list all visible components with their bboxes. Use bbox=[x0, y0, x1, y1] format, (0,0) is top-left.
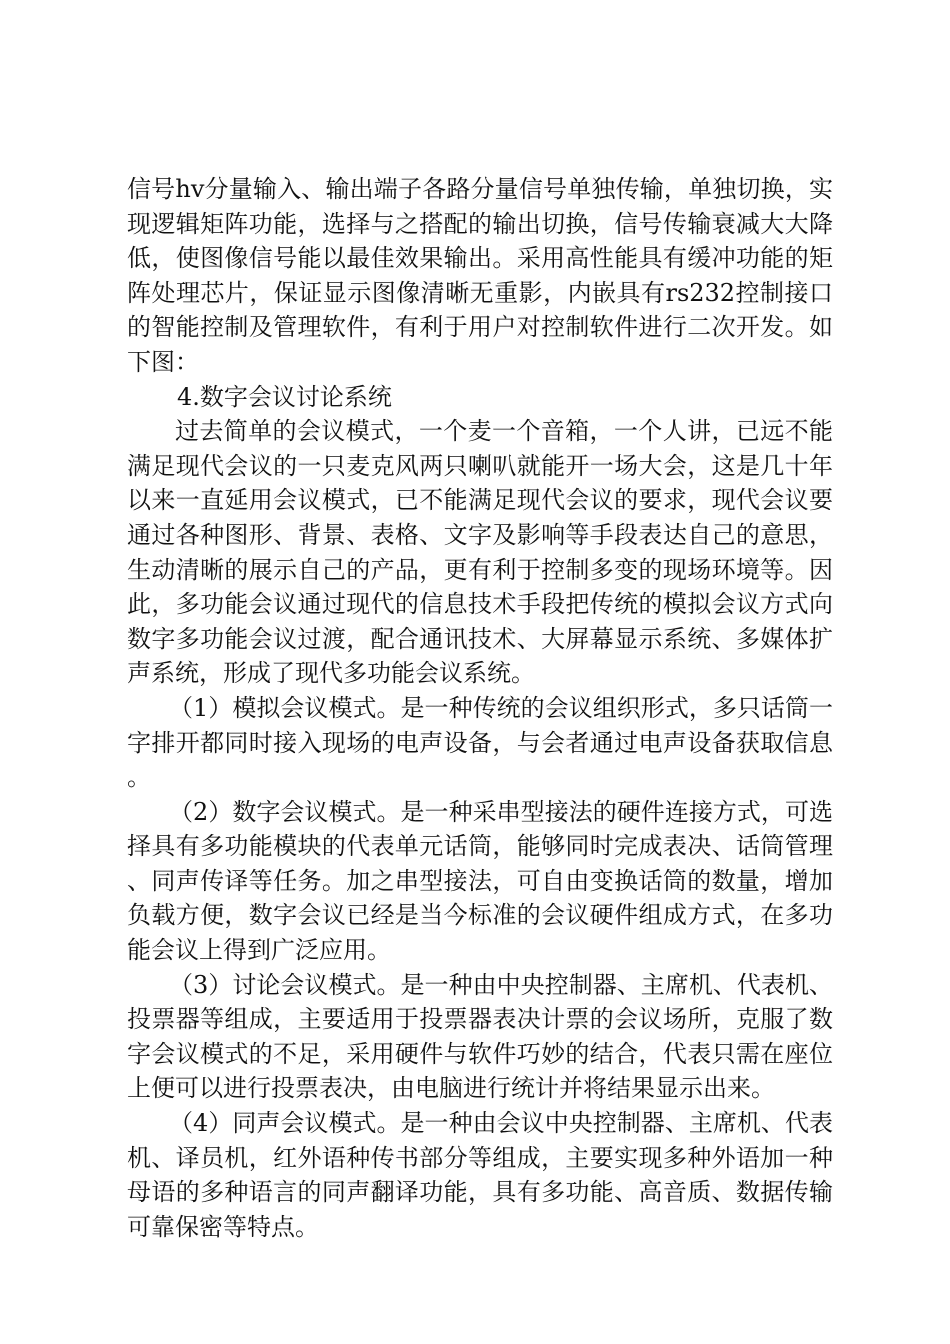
paragraph-item-2: （2）数字会议模式。是一种采串型接法的硬件连接方式，可选择具有多功能模块的代表单元话筒，能够同时完成表决、话筒管理、同声传译等任务。加之串型接法，可自由变换话筒的数量，增加负载方便，数字会议已经是当今标准的会议硬件组成方式，在多功能会议上得到广泛应用。 bbox=[127, 797, 833, 965]
paragraph-intro: 信号hv分量输入、输出端子各路分量信号单独传输，单独切换，实现逻辑矩阵功能，选择与之搭配的输出切换，信号传输衰减大大降低，使图像信号能以最佳效果输出。采用高性能具有缓冲功能的矩阵处理芯片，保证显示图像清晰无重影，内嵌具有rs232控制接口的智能控制及管理软件，有利于用户对控制软件进行二次开发。如下图： bbox=[127, 175, 833, 376]
paragraph-item-4: （4）同声会议模式。是一种由会议中央控制器、主席机、代表机、译员机，红外语种传书部分等组成，主要实现多种外语加一种母语的多种语言的同声翻译功能，具有多功能、高音质、数据传输可靠保密等特点。 bbox=[127, 1109, 833, 1241]
document-page bbox=[127, 172, 833, 1244]
paragraph-overview: 过去简单的会议模式，一个麦一个音箱，一个人讲，已远不能满足现代会议的一只麦克风两只喇叭就能开一场大会，这是几十年以来一直延用会议模式，已不能满足现代会议的要求，现代会议要通过各种图形、背景、表格、文字及影响等手段表达自己的意思，生动清晰的展示自己的产品，更有利于控制多变的现场环境等。因此，多功能会议通过现代的信息技术手段把传统的模拟会议方式向数字多功能会议过渡，配合通讯技术、大屏幕显示系统、多媒体扩声系统，形成了现代多功能会议系统。 bbox=[127, 417, 833, 688]
paragraph-item-3: （3）讨论会议模式。是一种由中央控制器、主席机、代表机、投票器等组成，主要适用于投票器表决计票的会议场所，克服了数字会议模式的不足，采用硬件与软件巧妙的结合，代表只需在座位上便可以进行投票表决，由电脑进行统计并将结果显示出来。 bbox=[127, 970, 833, 1103]
section-heading: 4.数字会议讨论系统 bbox=[177, 382, 392, 411]
paragraph-item-1: （1）模拟会议模式。是一种传统的会议组织形式，多只话筒一字排开都同时接入现场的电声设备，与会者通过电声设备获取信息。 bbox=[127, 693, 833, 792]
